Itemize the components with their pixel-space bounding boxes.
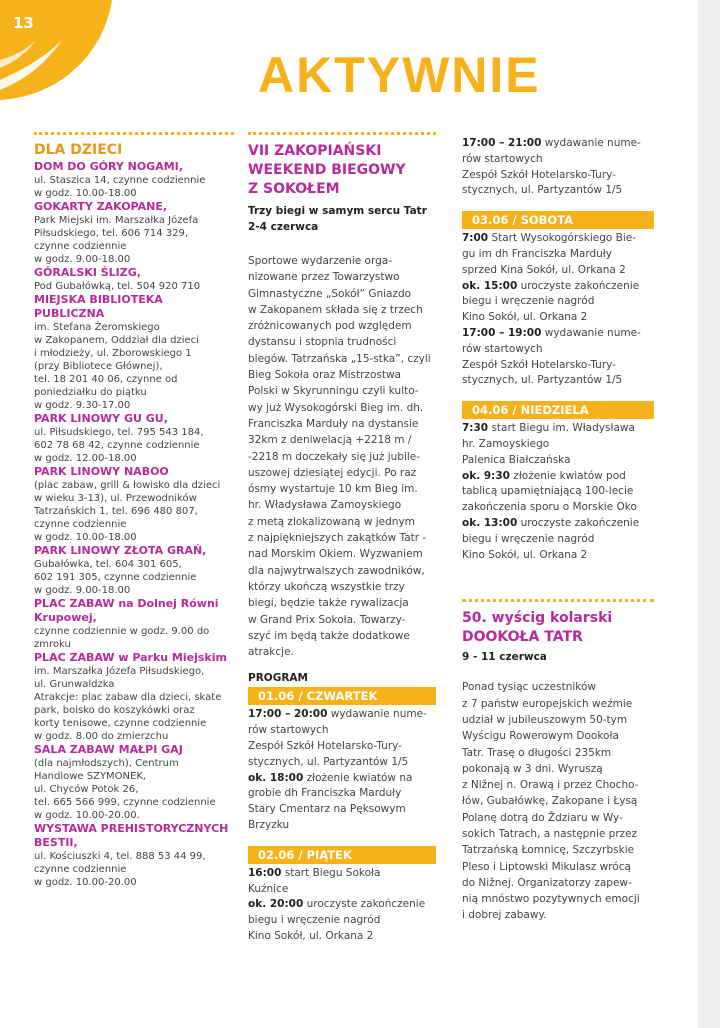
schedule-time: 17:00 – 19:00 xyxy=(462,326,542,339)
kids-item-name: MIEJSKA BIBLIOTEKA PUBLICZNA xyxy=(34,293,163,320)
schedule-description: wydawanie nume- rów startowych Zespół Szkół Hotelarsko-Tury- stycznych, ul. Partyzantów 1/5 xyxy=(462,326,641,387)
schedule-time: 7:30 xyxy=(462,422,489,435)
kids-item-name: SALA ZABAW MAŁPI GAJ xyxy=(34,743,183,756)
schedule-entry xyxy=(248,866,436,898)
schedule-entry xyxy=(462,231,654,278)
dotted-divider xyxy=(34,132,234,138)
schedule-friday-cont xyxy=(462,136,654,199)
schedule-entry xyxy=(462,279,654,326)
schedule-time: ok. 20:00 xyxy=(248,898,304,911)
schedule-entry xyxy=(462,421,654,468)
kids-item-details: Gubałówka, tel. 604 301 605, 602 191 305, czynne codziennie w godz. 9.00-18.00 xyxy=(34,559,197,596)
column-running-weekend xyxy=(248,132,436,945)
cycling-heading: 50. wyścig kolarski DOOKOŁA TATR xyxy=(462,610,613,646)
schedule-friday xyxy=(248,866,436,945)
schedule-time: 17:00 – 21:00 xyxy=(462,137,542,149)
schedule-time: ok. 13:00 xyxy=(462,516,518,529)
schedule-time: 16:00 xyxy=(248,866,282,879)
kids-item-name: GOKARTY ZAKOPANE, xyxy=(34,200,168,213)
schedule-entry xyxy=(248,771,436,834)
schedule-entry xyxy=(248,707,436,770)
kids-list xyxy=(34,160,234,889)
page-title: AKTYWNIE xyxy=(258,47,541,103)
schedule-time: 7:00 xyxy=(462,232,489,245)
kids-item-details: ul. Kościuszki 4, tel. 888 53 44 99, czynne codziennie w godz. 10.00-20.00 xyxy=(34,851,206,888)
schedule-time: 17:00 – 20:00 xyxy=(248,708,328,721)
running-subtitle: Trzy biegi w samym sercu Tatr 2-4 czerwca xyxy=(248,205,427,233)
schedule-entry xyxy=(462,136,654,199)
schedule-description: start Biegu Sokoła Kuźnice xyxy=(248,866,381,895)
kids-item-name: PARK LINOWY ZŁOTA GRAŃ, xyxy=(34,544,207,557)
schedule-thursday xyxy=(248,707,436,833)
page-number: 13 xyxy=(13,14,34,32)
schedule-entry xyxy=(462,326,654,389)
schedule-description: Start Wysokogórskiego Bie- gu im dh Franciszka Marduły sprzed Kina Sokół, ul. Orkana 2 xyxy=(462,232,637,276)
cycling-subtitle: 9 - 11 czerwca xyxy=(462,651,547,664)
schedule-sunday xyxy=(462,421,654,563)
kids-item-details: ul. Piłsudskiego, tel. 795 543 184, 602 78 68 42, czynne codziennie w godz. 12.00-18.00 xyxy=(34,427,204,464)
schedule-entry xyxy=(462,516,654,563)
kids-item-name: PARK LINOWY GU GU, xyxy=(34,412,168,425)
kids-item-name: DOM DO GÓRY NOGAMI, xyxy=(34,160,183,173)
schedule-description: start Biegu im. Władysława hr. Zamoyskiego Palenica Białczańska xyxy=(462,422,635,466)
day-bar-friday: 02.06 / PIĄTEK xyxy=(248,846,436,864)
schedule-time: ok. 9:30 xyxy=(462,469,510,482)
schedule-entry xyxy=(462,469,654,516)
page-edge xyxy=(698,0,720,1028)
kids-item-name: WYSTAWA PREHISTORYCZNYCH BESTII, xyxy=(34,822,229,849)
day-bar-thursday: 01.06 / CZWARTEK xyxy=(248,687,436,705)
running-heading: VII ZAKOPIAŃSKI WEEKEND BIEGOWY Z SOKOŁEM xyxy=(248,143,406,197)
program-label: PROGRAM xyxy=(248,672,308,685)
day-bar-saturday: 03.06 / SOBOTA xyxy=(462,211,654,229)
section-heading-kids: DLA DZIECI xyxy=(34,142,123,158)
kids-item-details: czynne codziennie w godz. 9.00 do zmroku xyxy=(34,626,210,650)
column-kids xyxy=(34,132,234,889)
kids-item-name: PLAC ZABAW na Dolnej Równi Krupowej, xyxy=(34,597,219,624)
kids-item-name: PLAC ZABAW w Parku Miejskim xyxy=(34,651,227,664)
column-schedule-races xyxy=(462,136,654,924)
schedule-time: ok. 15:00 xyxy=(462,279,518,292)
kids-item-details: ul. Staszica 14, czynne codziennie w godz. 10.00-18.00 xyxy=(34,175,206,199)
kids-item-name: GÓRALSKI ŚLIZG, xyxy=(34,266,141,279)
kids-item-name: PARK LINOWY NABOO xyxy=(34,465,169,478)
kids-item-details: im. Marszałka Józefa Piłsudskiego, ul. Grunwaldzka Atrakcje: plac zabaw dla dzieci, skate park, boisko do koszykówki oraz korty tenisowe, czynne codziennie w godz. 8.00 do zmierzchu xyxy=(34,666,222,742)
day-bar-sunday: 04.06 / NIEDZIELA xyxy=(462,401,654,419)
schedule-description: wydawanie nume- rów startowych Zespół Szkół Hotelarsko-Tury- stycznych, ul. Partyzantów 1/5 xyxy=(462,137,641,197)
cycling-description: Ponad tysiąc uczestników z 7 państw europejskich weźmie udział w jubileuszowym 50-tym Wyścigu Rowerowym Dookoła Tatr. Trasę o długości 235km pokonają w 3 dni. Wyruszą z Nižnej n. Orawą i przez Chocho- łów, Gubałówkę, Zakopane i Łysą Polanę dotrą do Ždziaru w Wy- sokich Tatrach, a następnie przez Tatrzańską Łomnicę, Szczyrbskie Pleso i Liptowski Mikulasz wrócą do Nižnej. Organizatorzy zapew- nią mnóstwo pozytywnych emocji i dobrej zabawy. xyxy=(462,681,640,922)
kids-item-details: im. Stefana Żeromskiego w Zakopanem, Oddział dla dzieci i młodzieży, ul. Zborowskiego 1 (przy Bibliotece Głównej), tel. 18 201 40 06, czynne od poniedziałku do piątku w godz. 9.30-17.00 xyxy=(34,322,199,411)
kids-item-details: Pod Gubałówką, tel. 504 920 710 xyxy=(34,281,201,292)
dotted-divider xyxy=(248,132,436,138)
schedule-description: złożenie kwiatów pod tablicą upamiętniającą 100-lecie zakończenia sporu o Morskie Oko xyxy=(462,469,637,514)
schedule-description: uroczyste zakończenie biegu i wręczenie nagród Kino Sokół, ul. Orkana 2 xyxy=(248,898,426,942)
kids-item-details: (dla najmłodszych), Centrum Handlowe SZYMONEK, ul. Chyców Potok 26, tel. 665 566 999, czynne codziennie w godz. 10.00-20.00. xyxy=(34,758,216,821)
schedule-description: uroczyste zakończenie biegu i wręczenie nagród Kino Sokół, ul. Orkana 2 xyxy=(462,516,640,561)
schedule-saturday xyxy=(462,231,654,389)
schedule-entry xyxy=(248,897,436,944)
kids-item-details: Park Miejski im. Marszałka Józefa Piłsudskiego, tel. 606 714 329, czynne codziennie w godz. 9.00-18.00 xyxy=(34,215,199,265)
schedule-description: wydawanie nume- rów startowych Zespół Szkół Hotelarsko-Tury- stycznych, ul. Partyzantów 1/5 xyxy=(248,708,427,768)
dotted-divider xyxy=(462,599,654,605)
kids-item-details: (plac zabaw, grill & łowisko dla dzieci w wieku 3-13), ul. Przewodników Tatrzańskich 1, tel. 696 480 807, czynne codziennie w godz. 10.00-18.00 xyxy=(34,480,221,543)
schedule-description: uroczyste zakończenie biegu i wręczenie nagród Kino Sokół, ul. Orkana 2 xyxy=(462,279,640,324)
schedule-description: złożenie kwiatów na grobie dh Franciszka Marduły Stary Cmentarz na Pęksowym Brzyzku xyxy=(248,771,413,831)
schedule-time: ok. 18:00 xyxy=(248,771,304,784)
running-description: Sportowe wydarzenie orga- nizowane przez Towarzystwo Gimnastyczne „Sokół” Gniazdo w Zakopanem składa się z trzech zróżnicowanych pod względem dystansu i stopnia trudności biegów. Tatrzańska „15-stka”, czyli Bieg Sokoła oraz Mistrzostwa Polski w Skyrunningu czyli kulto- wy już Wysokogórski Bieg im. dh. Franciszka Marduły na dystansie 32km z deniwelacją +2218 m / -2218 m doczekały się już jubile- uszowej dziesiątej edycji. Po raz ósmy wystartuje 10 km Bieg im. hr. Władysława Zamoyskiego z metą zlokalizowaną w jednym z najpiękniejszych zakątków Tatr - nad Morskim Okiem. Wyzwaniem dla najwytrwalszych zawodników, którzy ukończą wszystkie trzy biegi, będzie także rywalizacja w Grand Prix Sokoła. Towarzy- szyć im będą także dodatkowe atrakcje. xyxy=(248,255,431,659)
